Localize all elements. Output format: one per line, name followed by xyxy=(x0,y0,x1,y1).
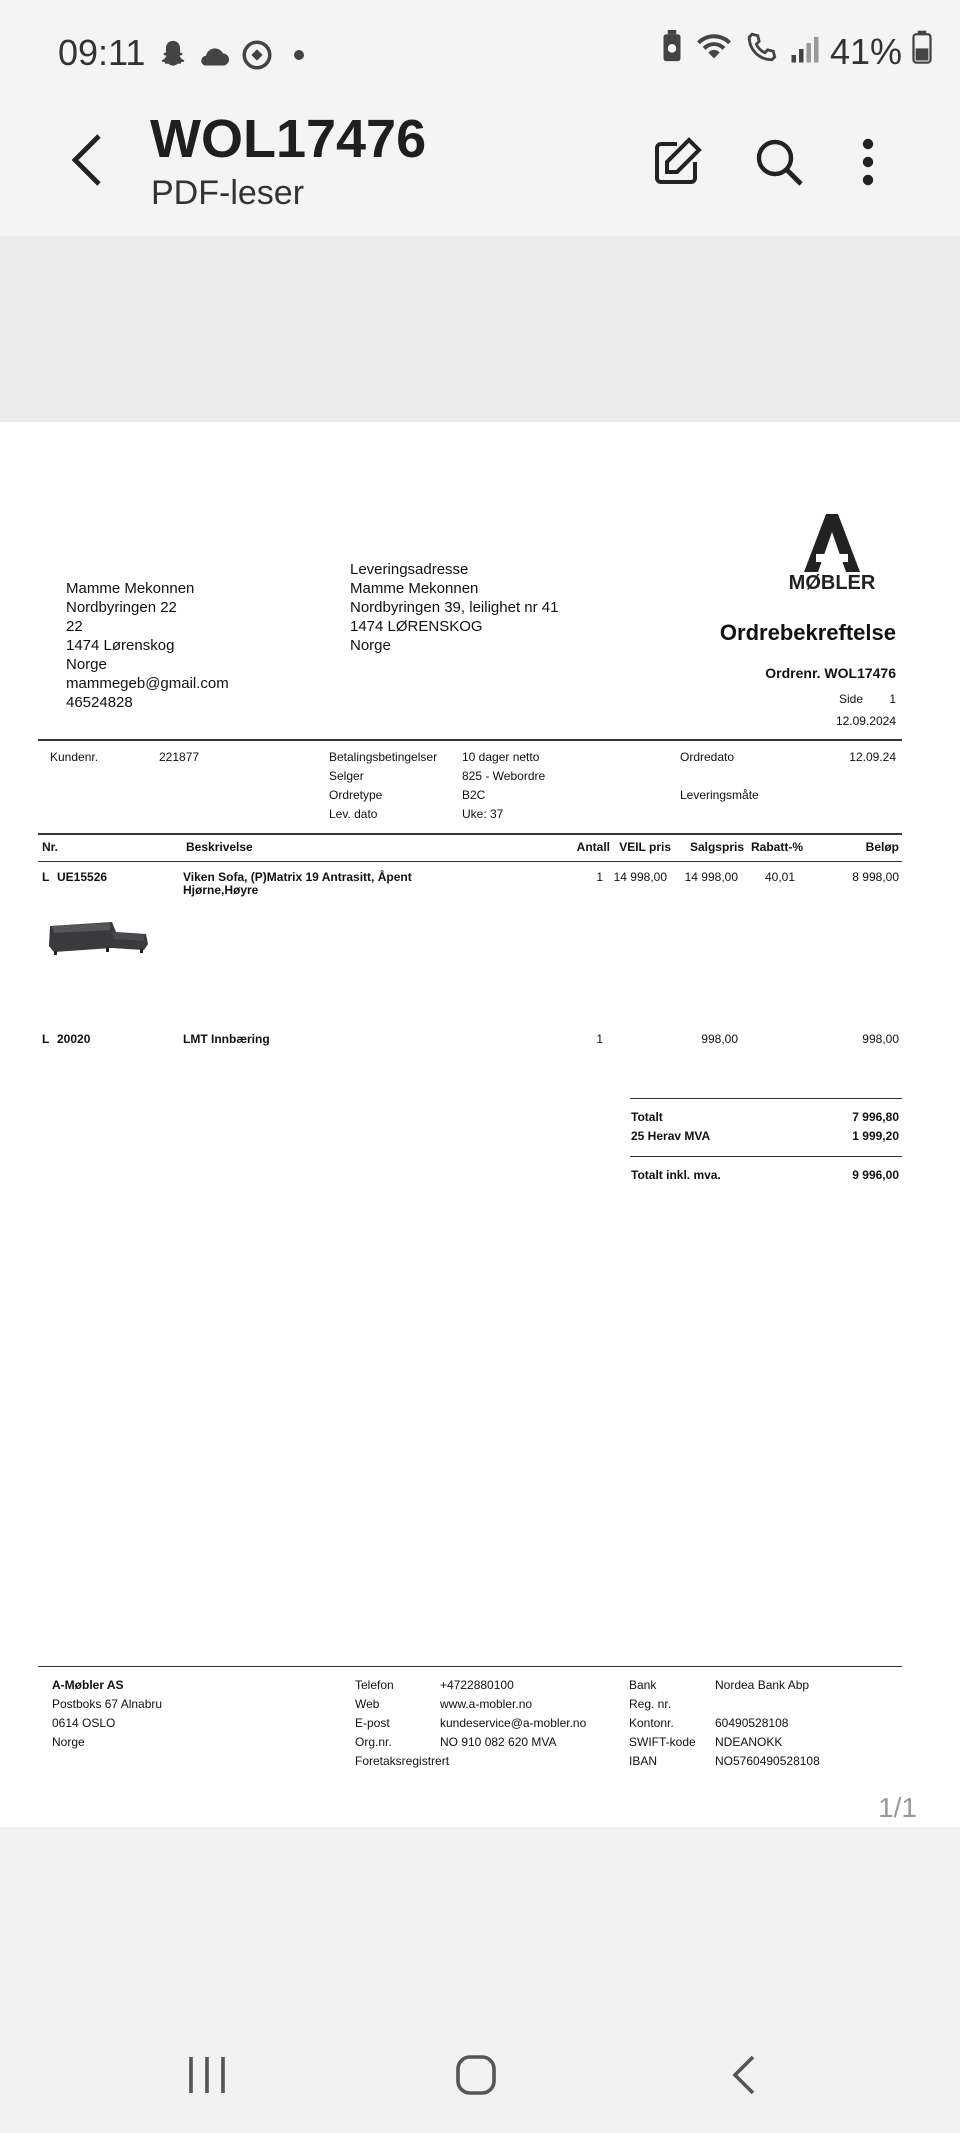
recent-apps-button[interactable] xyxy=(167,2040,247,2110)
col-header-antall: Antall xyxy=(576,840,610,854)
col-header-belop: Beløp xyxy=(865,840,899,854)
customer-email: mammegeb@gmail.com xyxy=(66,675,229,692)
leveringsmate-label: Leveringsmåte xyxy=(680,788,759,802)
footer-epost-label: E-post xyxy=(355,1716,390,1730)
ordredato-label: Ordredato xyxy=(680,750,735,764)
page-label: Side xyxy=(839,692,864,706)
product-image-sofa xyxy=(46,914,150,961)
row-belop: 998,00 xyxy=(862,1032,899,1046)
footer-bank-label: Bank xyxy=(629,1678,657,1692)
clock: 09:11 xyxy=(58,32,146,73)
footer-kontonr-label: Kontonr. xyxy=(629,1716,674,1730)
row-antall: 1 xyxy=(596,1032,603,1046)
divider xyxy=(630,1098,902,1099)
col-header-rabatt: Rabatt-% xyxy=(750,840,803,854)
ordredato-value: 12.09.24 xyxy=(849,750,896,764)
divider xyxy=(38,739,902,741)
mva-value: 1 999,20 xyxy=(852,1129,899,1143)
divider xyxy=(38,861,902,862)
customer-name: Mamme Mekonnen xyxy=(66,580,195,597)
row-description: Viken Sofa, (P)Matrix 19 Antrasitt, Åpent xyxy=(183,870,412,884)
order-number: Ordrenr. WOL17476 xyxy=(765,665,896,681)
nav-back-button[interactable] xyxy=(705,2040,785,2110)
row-nr: UE15526 xyxy=(57,870,108,884)
footer-foretak: Foretaksregistrert xyxy=(355,1754,450,1768)
page-title: WOL17476 xyxy=(150,109,427,169)
row-description-2: Hjørne,Høyre xyxy=(183,883,259,897)
delivery-country: Norge xyxy=(350,637,391,654)
footer-web-label: Web xyxy=(355,1697,380,1711)
row-rabatt: 40,01 xyxy=(764,870,795,884)
row-antall: 1 xyxy=(596,870,603,884)
selger-label: Selger xyxy=(329,769,364,783)
footer-iban-label: IBAN xyxy=(629,1754,658,1768)
customer-line2: 22 xyxy=(66,618,83,635)
customer-country: Norge xyxy=(66,656,107,673)
betaling-value: 10 dager netto xyxy=(462,750,540,764)
col-header-salgspris: Salgspris xyxy=(689,840,744,854)
kundenr-value: 221877 xyxy=(159,750,200,764)
search-icon xyxy=(753,136,805,188)
selger-value: 825 - Webordre xyxy=(462,769,546,783)
delivery-name: Mamme Mekonnen xyxy=(350,580,479,597)
app-subtitle: PDF-leser xyxy=(151,174,305,212)
row-type: L xyxy=(42,870,50,884)
footer-address2: 0614 OSLO xyxy=(52,1716,116,1730)
delivery-heading: Leveringsadresse xyxy=(350,561,469,578)
logo-text: MØBLER xyxy=(788,572,876,594)
ordretype-value: B2C xyxy=(462,788,486,802)
footer-iban-value: NO5760490528108 xyxy=(715,1754,820,1768)
row-salgspris: 14 998,00 xyxy=(684,870,738,884)
back-icon xyxy=(723,2053,767,2097)
delivery-city: 1474 LØRENSKOG xyxy=(350,618,483,635)
delivery-street: Nordbyringen 39, leilighet nr 41 xyxy=(350,599,559,616)
notification-dot-icon xyxy=(294,50,304,60)
footer-regnr-label: Reg. nr. xyxy=(629,1697,672,1711)
status-right xyxy=(660,30,932,73)
footer-bank-value: Nordea Bank Abp xyxy=(715,1678,810,1692)
mva-label: 25 Herav MVA xyxy=(631,1129,711,1143)
divider xyxy=(38,833,902,835)
totalt-label: Totalt xyxy=(631,1110,663,1124)
row-nr: 20020 xyxy=(57,1032,91,1046)
ordretype-label: Ordretype xyxy=(329,788,383,802)
total-inkl-value: 9 996,00 xyxy=(852,1168,899,1182)
footer-swift-label: SWIFT-kode xyxy=(629,1735,696,1749)
row-description: LMT Innbæring xyxy=(183,1032,270,1046)
snapchat-icon xyxy=(156,38,190,77)
sync-icon xyxy=(240,38,274,77)
chevron-left-icon xyxy=(67,132,107,188)
footer-epost-value[interactable]: kundeservice@a-mobler.no xyxy=(440,1716,587,1730)
recent-apps-icon xyxy=(185,2053,229,2097)
pdf-page[interactable] xyxy=(0,422,960,1827)
search-button[interactable] xyxy=(747,130,811,194)
footer-orgnr-label: Org.nr. xyxy=(355,1735,392,1749)
footer-swift-value: NDEANOKK xyxy=(715,1735,783,1749)
total-inkl-label: Totalt inkl. mva. xyxy=(631,1168,721,1182)
signal-icon xyxy=(790,31,820,73)
col-header-beskrivelse: Beskrivelse xyxy=(186,840,253,854)
more-options-button[interactable] xyxy=(836,130,900,194)
col-header-veil: VEIL pris xyxy=(619,840,671,854)
footer-telefon-label: Telefon xyxy=(355,1678,394,1692)
col-header-nr: Nr. xyxy=(42,840,59,854)
more-vertical-icon xyxy=(862,138,874,186)
betaling-label: Betalingsbetingelser xyxy=(329,750,438,764)
page-value: 1 xyxy=(889,692,896,706)
status-bar xyxy=(0,0,960,108)
back-button[interactable] xyxy=(55,128,119,192)
divider xyxy=(630,1156,902,1157)
edit-icon xyxy=(651,136,703,188)
footer-orgnr-value: NO 910 082 620 MVA xyxy=(440,1735,557,1749)
row-veil: 14 998,00 xyxy=(613,870,667,884)
footer-company: A-Møbler AS xyxy=(52,1678,124,1692)
cloud-icon xyxy=(196,40,232,75)
home-icon xyxy=(454,2053,498,2097)
row-salgspris: 998,00 xyxy=(701,1032,738,1046)
edit-button[interactable] xyxy=(645,130,709,194)
levdato-value: Uke: 37 xyxy=(462,807,504,821)
wifi-calling-icon xyxy=(744,30,780,73)
row-type: L xyxy=(42,1032,50,1046)
customer-city: 1474 Lørenskog xyxy=(66,637,175,654)
battery-icon xyxy=(912,30,932,73)
footer-address1: Postboks 67 Alnabru xyxy=(52,1697,163,1711)
row-belop: 8 998,00 xyxy=(852,870,899,884)
page-indicator: 1/1 xyxy=(878,1792,917,1823)
totalt-value: 7 996,80 xyxy=(852,1110,899,1124)
footer-divider xyxy=(38,1666,902,1667)
footer-web-value[interactable]: www.a-mobler.no xyxy=(440,1697,533,1711)
document-top-margin xyxy=(0,236,960,422)
levdato-label: Lev. dato xyxy=(329,807,378,821)
wifi-icon xyxy=(694,30,734,73)
document-title: Ordrebekreftelse xyxy=(719,620,896,645)
customer-phone: 46524828 xyxy=(66,694,133,711)
a-mobler-logo xyxy=(786,514,878,577)
home-button[interactable] xyxy=(436,2040,516,2110)
footer-country: Norge xyxy=(52,1735,85,1749)
kundenr-label: Kundenr. xyxy=(50,750,99,764)
customer-street: Nordbyringen 22 xyxy=(66,599,177,616)
battery-saver-icon xyxy=(660,30,684,73)
document-date: 12.09.2024 xyxy=(835,714,896,728)
footer-telefon-value: +4722880100 xyxy=(440,1678,514,1692)
footer-kontonr-value: 60490528108 xyxy=(715,1716,789,1730)
app-bar xyxy=(0,108,960,236)
battery-percent: 41% xyxy=(829,30,902,72)
